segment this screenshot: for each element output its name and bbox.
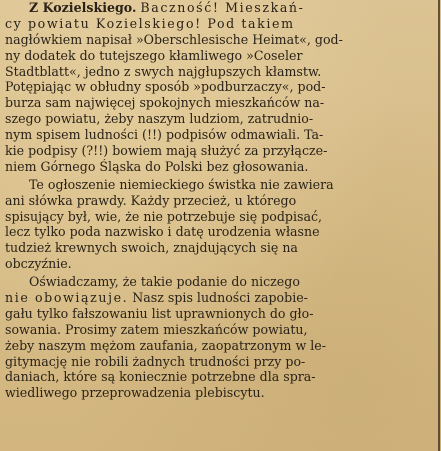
article-line-11: niem Górnego Śląska do Polski bez głosowania. xyxy=(5,158,309,174)
article-line-21: sowania. Prosimy zatem mieszkańców powiatu, xyxy=(5,321,308,337)
article-line-1-rest: Baczność! Mieszkań- xyxy=(140,0,305,15)
article-line-3: nagłówkiem napisał »Oberschlesische Heimat«, god- xyxy=(5,31,343,47)
article-line-7: burza sam najwięcej spokojnych mieszkańców na- xyxy=(5,95,325,111)
article-line-5: Stadtblatt«, jedno z swych najgłupszych kłamstw. xyxy=(5,63,322,79)
article-line-24: daniach, które są koniecznie potrzebne dla spra- xyxy=(5,369,316,385)
article-line-12: Te ogłoszenie niemieckiego świstka nie zawiera xyxy=(29,176,334,192)
article-line-10: kie podpisy (?!!) bowiem mają służyć za przyłącze- xyxy=(5,143,328,159)
column-rule xyxy=(438,0,440,451)
article-line-14: spisujący był, wie, że nie potrzebuje się podpisać, xyxy=(5,208,323,224)
article-line-19-emph: nie obowiązuje. xyxy=(5,290,129,306)
article-headline: Z Kozielskiego. xyxy=(29,0,137,15)
article-line-16: tudzież krewnych swoich, znajdujących się na xyxy=(5,240,298,256)
article-line-17: obczyźnie. xyxy=(5,256,72,272)
article-line-25: wiedliwego przeprowadzenia plebiscytu. xyxy=(5,385,265,401)
article-line-8: szego powiatu, żeby naszym ludziom, zatrudnio- xyxy=(5,111,314,127)
article-line-1 xyxy=(5,0,436,16)
article-line-13: ani słówka prawdy. Każdy przecież, u którego xyxy=(5,192,297,208)
article-line-18: Oświadczamy, że takie podanie do niczego xyxy=(29,274,300,290)
article-line-15: lecz tylko poda nazwisko i datę urodzenia własne xyxy=(5,224,320,240)
article-line-22: żeby naszym mężom zaufania, zaopatrzonym w le- xyxy=(5,337,326,353)
article-line-9: nym spisem ludności (!!) podpisów odmawiali. Ta- xyxy=(5,127,324,143)
article-line-19 xyxy=(5,290,436,306)
article-line-20: gału tylko fałszowaniu list uprawnionych do gło- xyxy=(5,305,314,321)
article-line-23: gitymację nie robili żadnych trudności przy po- xyxy=(5,353,306,369)
article-line-4: ny dodatek do tutejszego kłamliwego »Coseler xyxy=(5,47,303,63)
article-line-2: cy powiatu Kozielskiego! Pod takiem xyxy=(5,15,295,31)
article-line-19-rest: Nasz spis ludności zapobie- xyxy=(132,290,308,306)
article-line-6: Potępiając w obłudny sposób »podburzaczy«, pod- xyxy=(5,79,326,95)
